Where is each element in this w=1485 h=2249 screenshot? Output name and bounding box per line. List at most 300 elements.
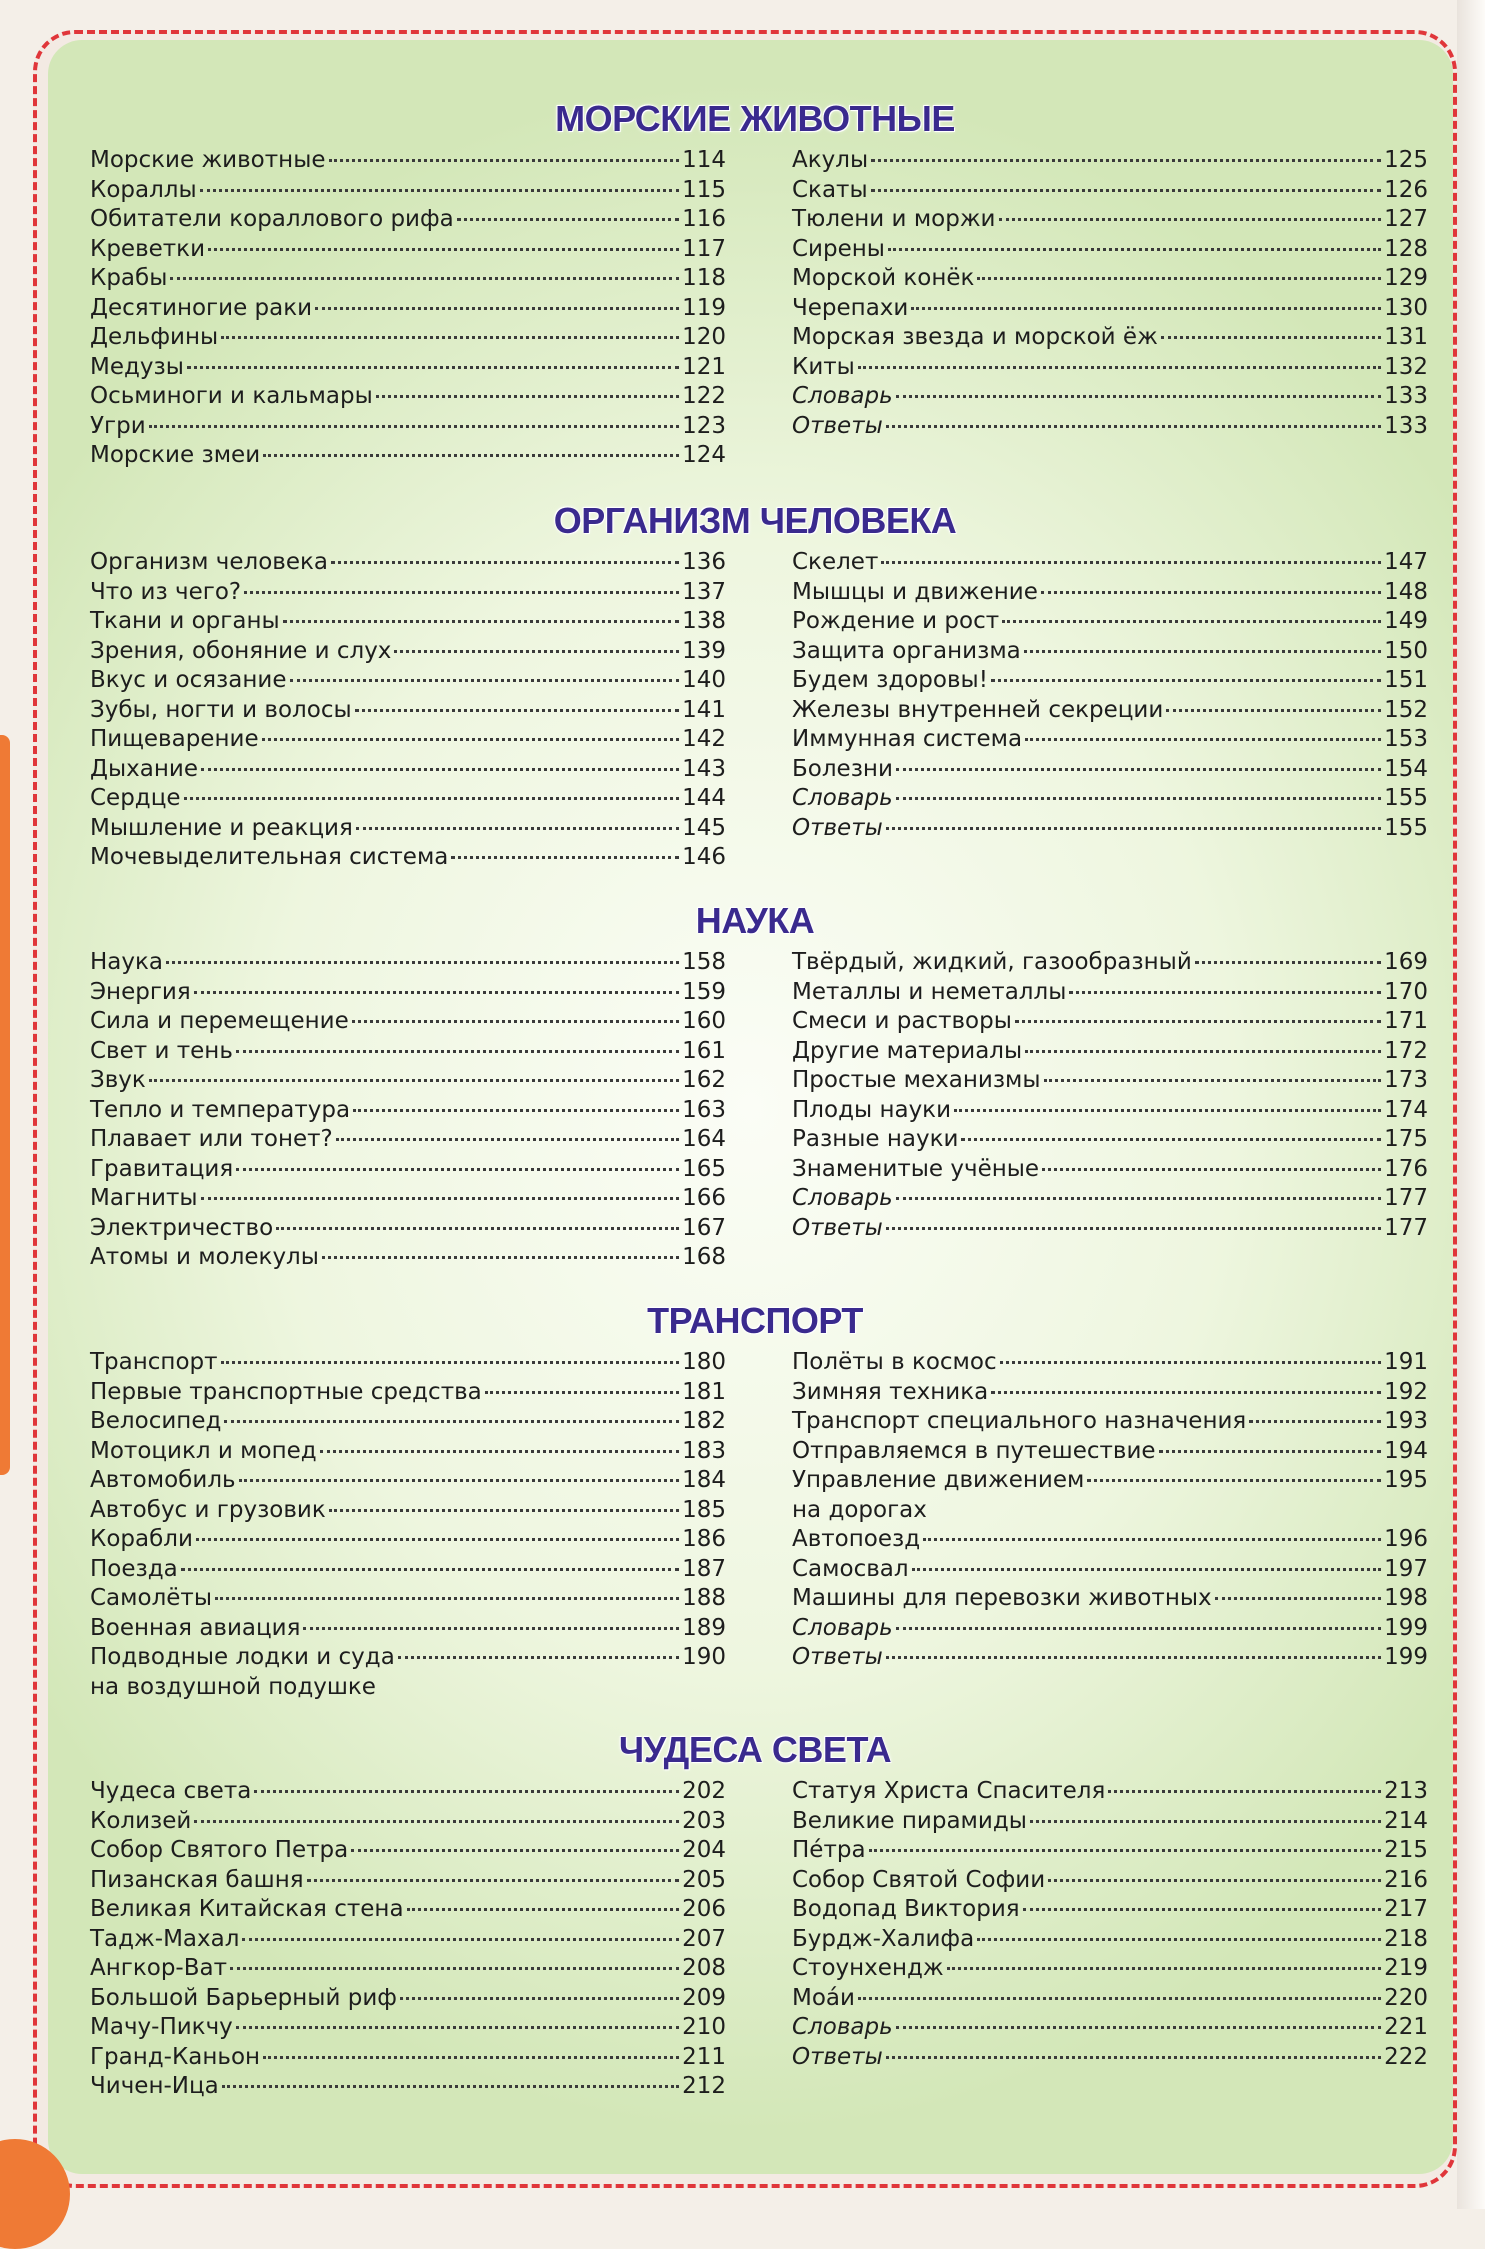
entry-title: Автобус и грузовик [90, 1496, 326, 1523]
section-human-body [90, 500, 1428, 873]
page-number: 126 [1384, 176, 1428, 203]
toc-entry [90, 1407, 726, 1437]
toc-entry [90, 978, 726, 1008]
page-number: 133 [1384, 383, 1428, 409]
toc-entry [90, 235, 726, 265]
toc-entry [90, 1525, 726, 1555]
toc-entry [90, 1925, 726, 1955]
toc-entry [90, 1243, 726, 1273]
toc-column-left [90, 1777, 726, 2102]
page-number: 177 [1384, 1214, 1428, 1241]
dot-leader [320, 1450, 679, 1453]
dot-leader [1161, 336, 1381, 339]
entry-title: Машины для перевозки животных [792, 1585, 1212, 1611]
entry-title: Тепло и температура [90, 1096, 351, 1123]
page-number: 171 [1384, 1008, 1428, 1034]
toc-entry [90, 755, 726, 785]
entry-title: Крабы [90, 265, 168, 291]
toc-entry [90, 323, 726, 353]
page-number: 194 [1384, 1437, 1428, 1464]
toc-entry [792, 1836, 1428, 1866]
entry-title: Управление движением на дорогах [792, 1467, 1085, 1523]
entry-title: Тадж-Махал [90, 1925, 240, 1952]
toc-entry [90, 1125, 726, 1155]
page-number: 122 [682, 383, 726, 409]
dot-leader [977, 277, 1381, 280]
page-number: 125 [1384, 147, 1428, 173]
page-number: 164 [682, 1126, 726, 1152]
toc-entry [792, 235, 1428, 265]
entry-title: Мочевыделительная система [90, 844, 449, 870]
entry-title: Морская звезда и морской ёж [792, 324, 1158, 350]
dot-leader [858, 366, 1381, 369]
toc-entry [90, 578, 726, 608]
toc-entry [90, 1378, 726, 1408]
page-number: 136 [682, 549, 726, 575]
entry-title: Осьминоги и кальмары [90, 383, 373, 409]
entry-title: Знаменитые учёные [792, 1155, 1040, 1182]
toc-column-right [792, 1777, 1428, 2102]
section-title: ОРГАНИЗМ ЧЕЛОВЕКА [553, 500, 957, 541]
toc-entry [90, 1866, 726, 1896]
entry-title: Ответы [792, 1214, 883, 1241]
entry-title: Организм человека [90, 549, 328, 575]
dot-leader [166, 961, 679, 964]
dot-leader [322, 1256, 679, 1259]
toc-entry [792, 1925, 1428, 1955]
page-number: 155 [1384, 814, 1428, 841]
toc-entry [90, 1496, 726, 1526]
page-number: 176 [1384, 1155, 1428, 1182]
dot-leader [170, 277, 679, 280]
page-number: 149 [1384, 608, 1428, 634]
entry-title: Твёрдый, жидкий, газообразный [792, 949, 1192, 975]
page-number: 188 [682, 1585, 726, 1611]
dot-leader [871, 159, 1381, 162]
page-number: 209 [682, 1984, 726, 2011]
toc-column-left [90, 548, 726, 873]
page-number: 173 [1384, 1067, 1428, 1093]
entry-title: Разные науки [792, 1126, 959, 1152]
dot-leader [184, 797, 680, 800]
page-number: 214 [1384, 1807, 1428, 1834]
page-number: 187 [682, 1555, 726, 1582]
dot-leader [222, 2085, 679, 2088]
toc-entry [792, 1184, 1428, 1214]
entry-title: Электричество [90, 1214, 274, 1241]
page-number: 165 [682, 1155, 726, 1182]
dot-leader [911, 307, 1381, 310]
entry-title: Тюлени и моржи [792, 206, 996, 232]
entry-title: Словарь [792, 785, 893, 811]
entry-title: Зимняя техника [792, 1378, 989, 1405]
toc-entry [792, 1555, 1428, 1585]
entry-title: Морские животные [90, 147, 326, 173]
page-number: 186 [682, 1526, 726, 1552]
toc-entry [792, 1525, 1428, 1555]
toc-entry [792, 1007, 1428, 1037]
toc-entry [90, 1807, 726, 1837]
toc-column-left [90, 948, 726, 1273]
entry-title: Чудеса света [90, 1778, 252, 1804]
toc-entry [90, 2043, 726, 2073]
dot-leader [239, 1479, 680, 1482]
toc-entry [792, 353, 1428, 383]
page-number: 139 [682, 637, 726, 664]
page-number: 116 [682, 206, 726, 232]
entry-title: Великие пирамиды [792, 1807, 1027, 1834]
page-number: 145 [682, 814, 726, 841]
dot-leader [457, 218, 679, 221]
page-number: 119 [682, 294, 726, 321]
dot-leader [1048, 1879, 1381, 1882]
page-number: 167 [682, 1214, 726, 1241]
toc-entry [90, 637, 726, 667]
page-number: 189 [682, 1614, 726, 1641]
entry-title: Статуя Христа Спасителя [792, 1778, 1106, 1804]
dot-leader [485, 1391, 679, 1394]
toc-entry [90, 1348, 726, 1378]
toc-entry [792, 294, 1428, 324]
toc-entry [792, 637, 1428, 667]
toc-entry [792, 1584, 1428, 1614]
entry-title: Дыхание [90, 755, 198, 782]
page-number: 207 [682, 1925, 726, 1952]
toc-entry [792, 948, 1428, 978]
dot-leader [1249, 1420, 1381, 1423]
entry-title: Ответы [792, 1644, 883, 1670]
entry-title: Собор Святой Софии [792, 1866, 1046, 1893]
dot-leader [398, 1656, 679, 1659]
toc-entry [90, 843, 726, 873]
page-number: 193 [1384, 1408, 1428, 1434]
entry-title: Чичен-Ица [90, 2073, 219, 2099]
entry-title: Бурдж-Халифа [792, 1925, 975, 1952]
dot-leader [886, 827, 1381, 830]
dot-leader [991, 1391, 1381, 1394]
toc-entry [90, 353, 726, 383]
dot-leader [201, 768, 679, 771]
toc-entry [90, 2013, 726, 2043]
page-number: 172 [1384, 1037, 1428, 1064]
toc-entry [792, 1866, 1428, 1896]
dot-leader [263, 2056, 679, 2059]
page-number: 198 [1384, 1585, 1428, 1611]
page-number: 128 [1384, 235, 1428, 262]
entry-title: Словарь [792, 1185, 893, 1211]
dot-leader [221, 336, 679, 339]
page-number: 114 [682, 147, 726, 173]
toc-entry [90, 1184, 726, 1214]
entry-title: Автомобиль [90, 1467, 236, 1493]
entry-title: Металлы и неметаллы [792, 978, 1067, 1005]
entry-title: Словарь [792, 1614, 893, 1641]
entry-title: Пéтра [792, 1837, 866, 1863]
dot-leader [1044, 1079, 1382, 1082]
toc-entry [90, 666, 726, 696]
dot-leader [236, 1168, 679, 1171]
entry-title: Ответы [792, 814, 883, 841]
toc-entry [90, 294, 726, 324]
toc-entry [90, 1096, 726, 1126]
page-number: 117 [682, 235, 726, 262]
entry-title: Обитатели кораллового рифа [90, 206, 454, 232]
entry-title: Болезни [792, 755, 893, 782]
page-number: 170 [1384, 978, 1428, 1005]
toc-entry [90, 607, 726, 637]
page-number: 163 [682, 1096, 726, 1123]
dot-leader [1030, 1820, 1381, 1823]
dot-leader [352, 1020, 679, 1023]
page-number: 204 [682, 1837, 726, 1863]
toc-entry [792, 382, 1428, 412]
dot-leader [1024, 650, 1381, 653]
page-number: 197 [1384, 1555, 1428, 1582]
entry-title: Акулы [792, 147, 869, 173]
entry-title: Атомы и молекулы [90, 1244, 319, 1270]
dot-leader [221, 1361, 680, 1364]
entry-title: Будем здоровы! [792, 667, 988, 693]
dot-leader [923, 1538, 1381, 1541]
dot-leader [376, 395, 679, 398]
dot-leader [1025, 1050, 1381, 1053]
page-number: 206 [682, 1896, 726, 1922]
page-number: 202 [682, 1778, 726, 1804]
page-number: 127 [1384, 206, 1428, 232]
entry-title: Мачу-Пикчу [90, 2014, 233, 2040]
entry-title: Морской конёк [792, 265, 975, 291]
toc-entry [90, 1155, 726, 1185]
toc-entry [90, 1614, 726, 1644]
entry-title: Креветки [90, 235, 206, 262]
toc-entry [90, 1777, 726, 1807]
toc-entry [90, 146, 726, 176]
dot-leader [290, 679, 680, 682]
toc-entry [90, 1584, 726, 1614]
dot-leader [451, 856, 679, 859]
page-number: 159 [682, 978, 726, 1005]
dot-leader [1042, 1168, 1381, 1171]
toc-column-right [792, 146, 1428, 471]
dot-leader [977, 1938, 1381, 1941]
page-number: 140 [682, 667, 726, 693]
dot-leader [896, 2026, 1381, 2029]
dot-leader [236, 2026, 679, 2029]
toc-entry [90, 1643, 726, 1702]
toc-entry [792, 755, 1428, 785]
dot-leader [394, 650, 679, 653]
page-number: 121 [682, 353, 726, 380]
entry-title: Железы внутренней секреции [792, 696, 1164, 723]
entry-title: Плоды науки [792, 1096, 952, 1123]
page-number: 203 [682, 1807, 726, 1834]
dot-leader [896, 1197, 1381, 1200]
entry-title: Защита организма [792, 637, 1021, 664]
page-number: 120 [682, 324, 726, 350]
dot-leader [149, 1079, 679, 1082]
toc-entry [792, 725, 1428, 755]
dot-leader [961, 1138, 1381, 1141]
page-number: 143 [682, 755, 726, 782]
entry-title: Мышление и реакция [90, 814, 353, 841]
toc-entry [792, 1614, 1428, 1644]
entry-title: Ответы [792, 412, 883, 439]
entry-title: Вкус и осязание [90, 667, 287, 693]
entry-title: Автопоезд [792, 1526, 921, 1552]
page-number: 213 [1384, 1778, 1428, 1804]
dot-leader [331, 561, 679, 564]
dot-leader [244, 591, 679, 594]
dot-leader [194, 991, 679, 994]
page-number: 216 [1384, 1866, 1428, 1893]
dot-leader [307, 1879, 680, 1882]
page-number: 124 [682, 442, 726, 468]
dot-leader [351, 1849, 679, 1852]
toc-entry [90, 814, 726, 844]
entry-title: Плавает или тонет? [90, 1126, 333, 1152]
toc-entry [90, 1007, 726, 1037]
dot-leader [1025, 738, 1381, 741]
toc-entry [792, 1954, 1428, 1984]
toc-column-right [792, 1348, 1428, 1702]
toc-entry [792, 1895, 1428, 1925]
toc-entry [792, 1984, 1428, 2014]
entry-title: Простые механизмы [792, 1067, 1041, 1093]
entry-title: Великая Китайская стена [90, 1896, 404, 1922]
entry-title: Пищеварение [90, 726, 259, 752]
dot-leader [858, 1997, 1381, 2000]
entry-title: Словарь [792, 2014, 893, 2040]
entry-title: Отправляемся в путешествие [792, 1437, 1156, 1464]
page-number: 195 [1384, 1467, 1428, 1493]
entry-title: Подводные лодки и суда на воздушной подушке [90, 1644, 395, 1700]
dot-leader [224, 1420, 679, 1423]
toc-entry [90, 2072, 726, 2102]
page-number: 162 [682, 1067, 726, 1093]
toc-entry [792, 2013, 1428, 2043]
toc-entry [90, 382, 726, 412]
page-number: 151 [1384, 667, 1428, 693]
dot-leader [303, 1627, 679, 1630]
dot-leader [196, 1538, 679, 1541]
page-number: 141 [682, 696, 726, 723]
toc-entry [90, 1066, 726, 1096]
toc-entry [792, 978, 1428, 1008]
page-number: 182 [682, 1408, 726, 1434]
dot-leader [356, 827, 679, 830]
page-number: 168 [682, 1244, 726, 1270]
entry-title: Поезда [90, 1555, 178, 1582]
entry-title: Сила и перемещение [90, 1008, 349, 1034]
entry-title: Пизанская башня [90, 1866, 304, 1893]
page-number: 137 [682, 578, 726, 605]
toc-entry [90, 1555, 726, 1585]
toc-entry [792, 1407, 1428, 1437]
toc-entry [90, 176, 726, 206]
dot-leader [1023, 1908, 1381, 1911]
entry-title: Транспорт [90, 1349, 218, 1375]
page-number: 221 [1384, 2014, 1428, 2040]
dot-leader [407, 1908, 680, 1911]
section-science [90, 900, 1428, 1273]
dot-leader [149, 425, 679, 428]
entry-title: Моáи [792, 1984, 855, 2011]
page-number: 219 [1384, 1955, 1428, 1981]
toc-entry [792, 1155, 1428, 1185]
toc-entry [792, 784, 1428, 814]
entry-title: Транспорт специального назначения [792, 1408, 1247, 1434]
dot-leader [215, 1597, 679, 1600]
dot-leader [329, 1509, 679, 1512]
dot-leader [1069, 991, 1381, 994]
entry-title: Первые транспортные средства [90, 1378, 482, 1405]
page-number: 158 [682, 949, 726, 975]
page-number: 118 [682, 265, 726, 291]
page-number: 222 [1384, 2043, 1428, 2070]
dot-leader [355, 709, 679, 712]
toc-entry [792, 1643, 1428, 1673]
page-number: 146 [682, 844, 726, 870]
entry-title: Велосипед [90, 1408, 222, 1434]
section-wonders [90, 1729, 1428, 2102]
dot-leader [886, 1656, 1381, 1659]
page-number: 150 [1384, 637, 1428, 664]
page-number: 199 [1384, 1614, 1428, 1641]
toc-column-left [90, 146, 726, 471]
toc-entry [792, 1214, 1428, 1244]
page-number: 205 [682, 1866, 726, 1893]
dot-leader [208, 248, 679, 251]
dot-leader [1195, 961, 1381, 964]
page-number: 166 [682, 1185, 726, 1211]
entry-title: Зрения, обоняние и слух [90, 637, 392, 664]
toc-entry [792, 205, 1428, 235]
page-number: 152 [1384, 696, 1428, 723]
entry-title: Гравитация [90, 1155, 234, 1182]
dot-leader [896, 395, 1381, 398]
page-number: 183 [682, 1437, 726, 1464]
toc-entry [792, 696, 1428, 726]
page-number: 196 [1384, 1526, 1428, 1552]
page-number: 133 [1384, 412, 1428, 439]
dot-leader [315, 307, 679, 310]
page-number: 208 [682, 1955, 726, 1981]
dot-leader [991, 679, 1381, 682]
entry-title: Мотоцикл и мопед [90, 1437, 317, 1464]
page-number: 185 [682, 1496, 726, 1523]
dot-leader [187, 366, 679, 369]
dot-leader [263, 454, 679, 457]
page-number: 138 [682, 608, 726, 634]
toc-entry [90, 1836, 726, 1866]
dot-leader [194, 1820, 679, 1823]
toc-entry [90, 1214, 726, 1244]
toc-entry [792, 1096, 1428, 1126]
page-number: 191 [1384, 1349, 1428, 1375]
entry-title: Звук [90, 1067, 146, 1093]
dot-leader [1015, 1020, 1381, 1023]
section-title: МОРСКИЕ ЖИВОТНЫЕ [555, 98, 955, 139]
toc-column-right [792, 548, 1428, 873]
section-sea-animals [90, 98, 1428, 471]
dot-leader [999, 218, 1382, 221]
section-title: ЧУДЕСА СВЕТА [618, 1729, 892, 1770]
dot-leader [400, 1997, 679, 2000]
section-title: НАУКА [695, 900, 815, 941]
toc-entry [792, 1037, 1428, 1067]
dot-leader [230, 1967, 679, 1970]
toc-entry [792, 1066, 1428, 1096]
